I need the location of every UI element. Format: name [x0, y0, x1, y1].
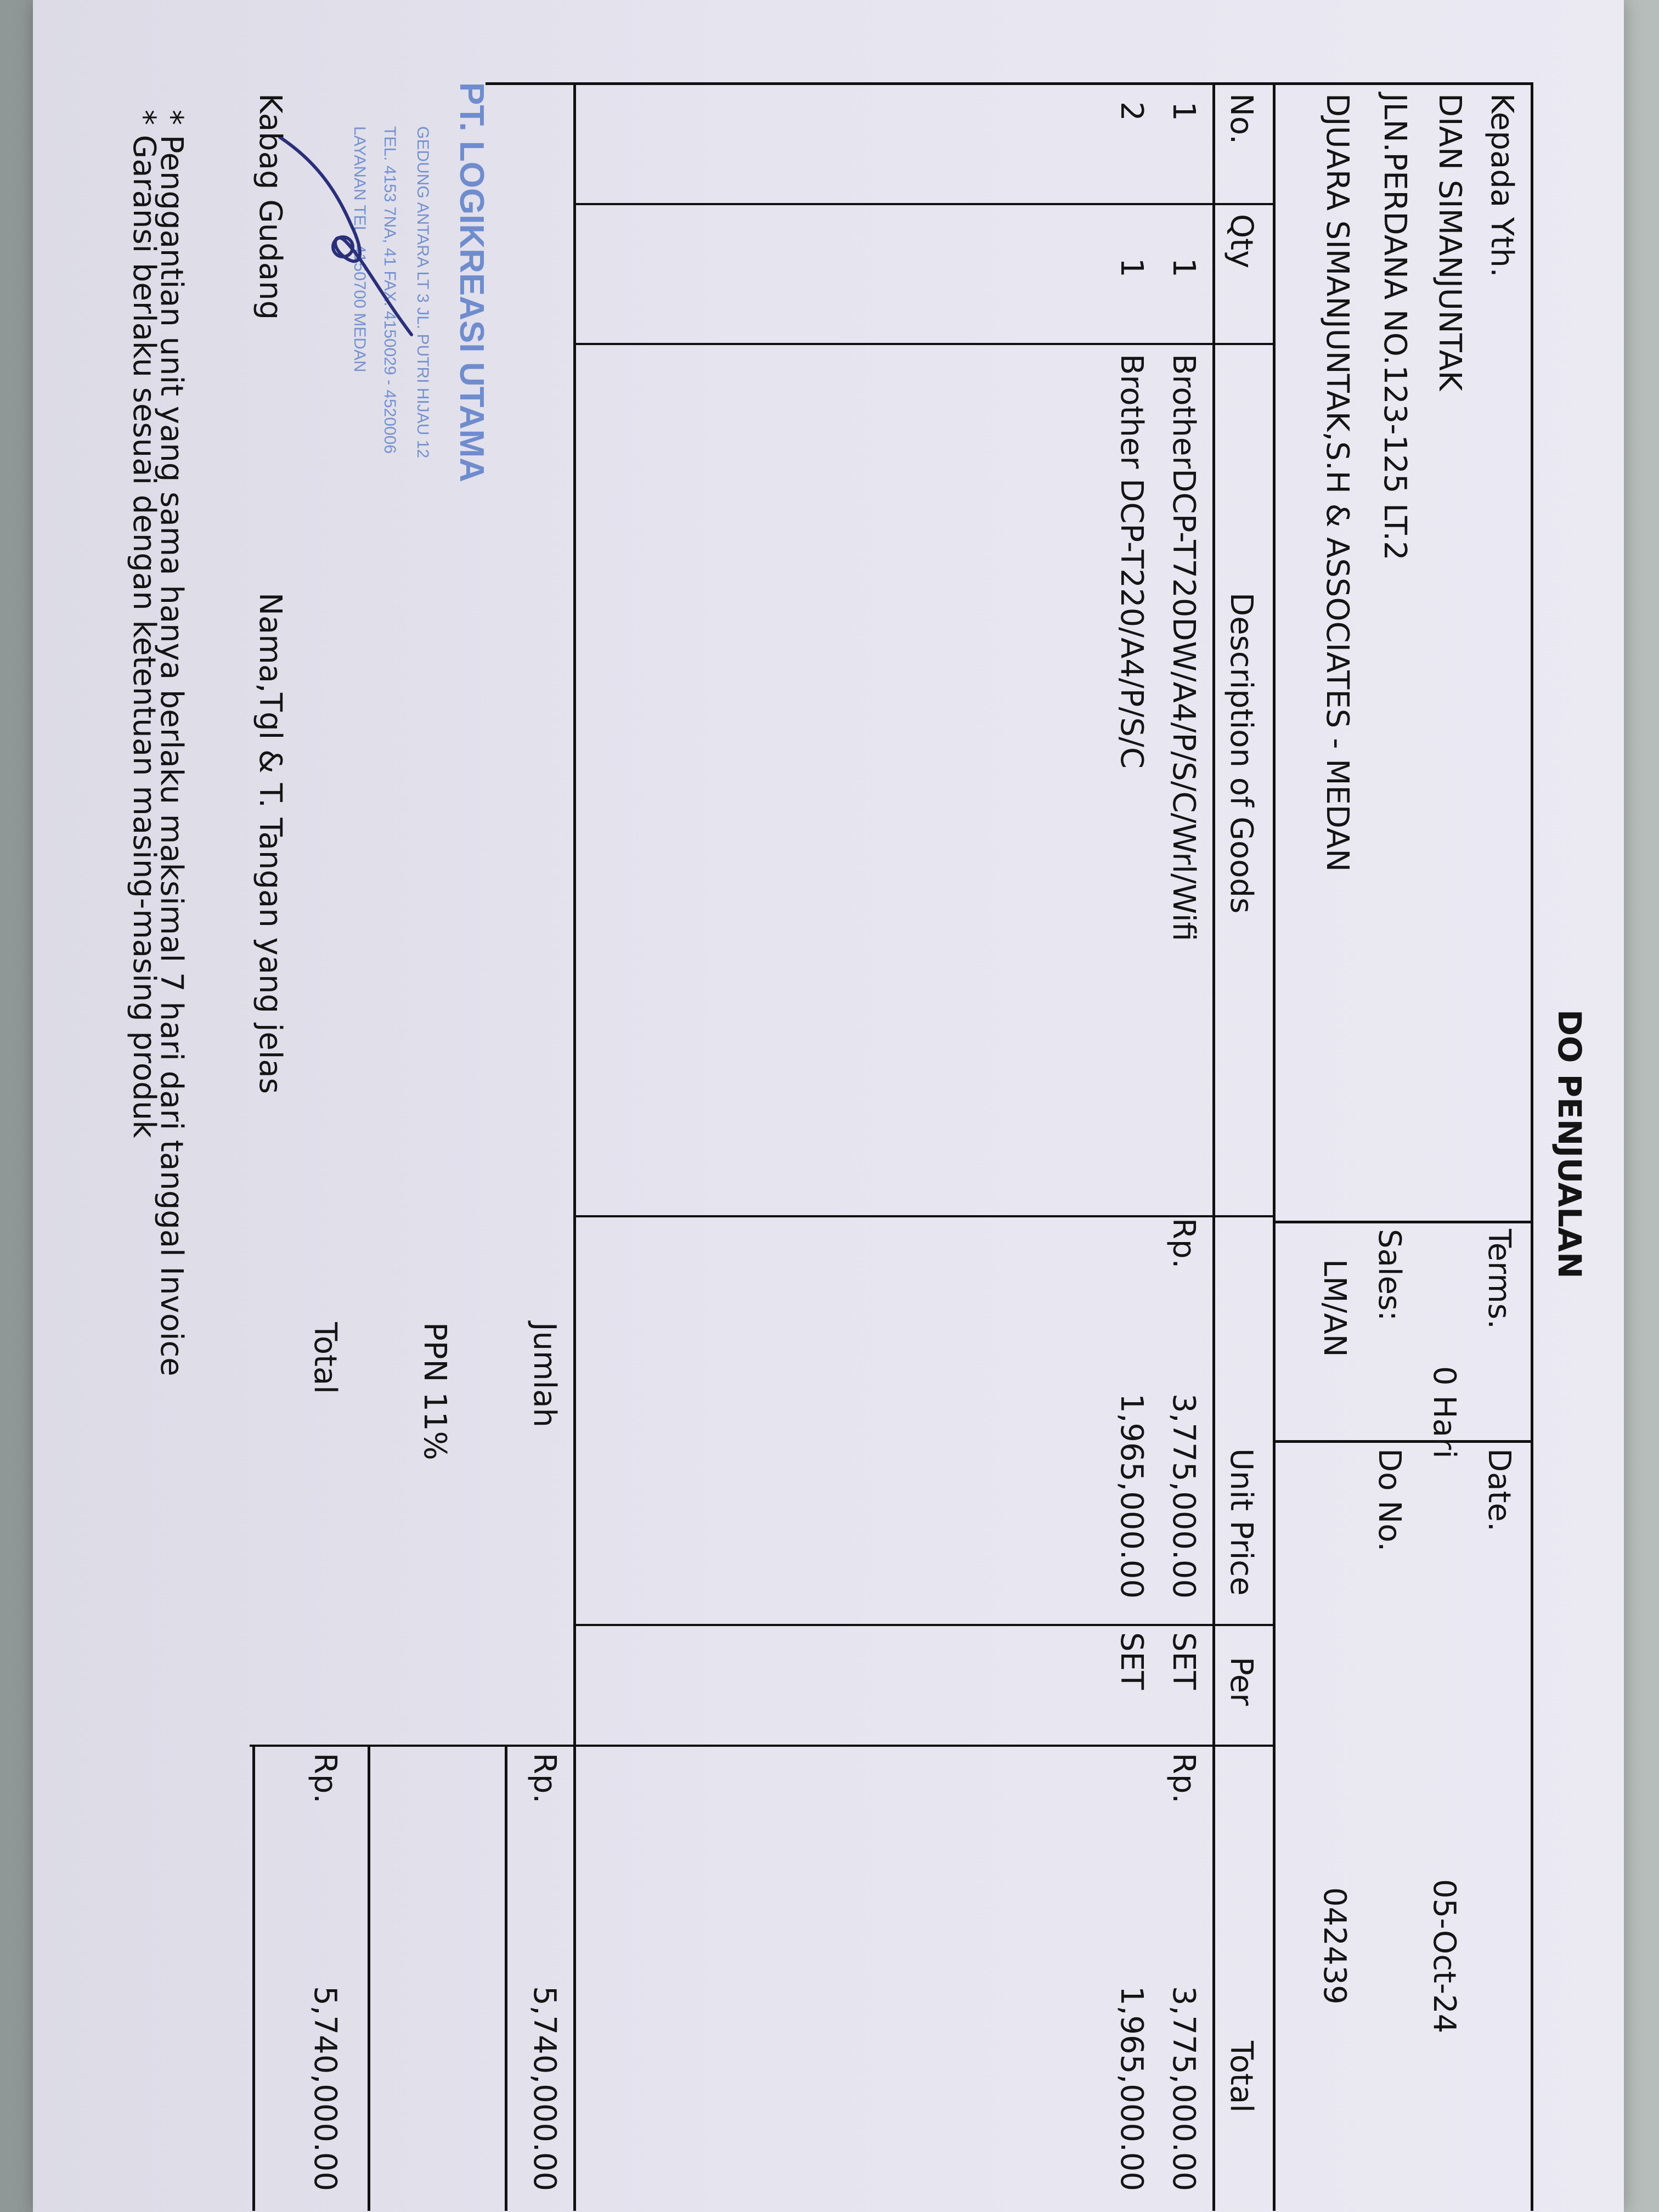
sales-label: Sales:: [1372, 1229, 1407, 1321]
footer-note-2: * Garansi berlaku sesuai dengan ketentuan masing-masing produk: [126, 110, 162, 1138]
total-value: 5,740,000.00: [307, 1986, 343, 2192]
table-top-line: [1273, 82, 1276, 2211]
row-2-no: 2: [1114, 101, 1149, 121]
date-value: 05-Oct-24: [1426, 1879, 1462, 2034]
footer-note-1: * Penggantian unit yang sama hanya berlaku maksimal 7 hari dari tanggal Invoice: [154, 110, 189, 1376]
row-2-total: 1,965,000.00: [1114, 1986, 1149, 2192]
stamp-company: PT. LOGIKREASI UTAMA: [453, 82, 490, 483]
row-2-per: SET: [1114, 1632, 1149, 1690]
recipient-name: DIAN SIMANJUNTAK: [1432, 93, 1468, 391]
header-per: Per: [1223, 1657, 1259, 1706]
frame-left-line: [486, 82, 1533, 85]
ppn-label: PPN 11%: [417, 1322, 453, 1460]
terms-value: 0 Hari: [1426, 1366, 1462, 1459]
col-divider-no: [576, 203, 1276, 205]
summary-line-jumlah: [505, 1745, 507, 2211]
frame-terms-divider: [1276, 1221, 1533, 1223]
row-1-total-currency: Rp.: [1166, 1753, 1201, 1804]
col-divider-qty: [576, 343, 1276, 345]
salutation-text: Kepada Yth.: [1484, 93, 1520, 278]
summary-line-ppn: [368, 1745, 370, 2211]
summary-line-total: [252, 1745, 255, 2211]
row-2-qty: 1: [1114, 258, 1149, 278]
table-bottom-line: [573, 82, 576, 2211]
col-divider-per: [250, 1745, 1276, 1747]
jumlah-label: Jumlah: [527, 1322, 562, 1427]
col-divider-unit: [576, 1624, 1276, 1626]
dono-value: 042439: [1317, 1887, 1352, 2005]
row-1-no: 1: [1166, 101, 1201, 121]
row-2-unit-price: 1,965,000.00: [1114, 1393, 1149, 1599]
col-divider-desc: [576, 1215, 1276, 1217]
dono-label: Do No.: [1372, 1448, 1407, 1552]
total-label: Total: [307, 1322, 343, 1394]
stamp-line-1: GEDUNG ANTARA LT 3 JL. PUTRI HIJAU 12: [414, 126, 432, 459]
sales-value: LM/AN: [1317, 1259, 1352, 1357]
row-1-currency: Rp.: [1166, 1218, 1201, 1269]
total-currency: Rp.: [307, 1753, 343, 1804]
header-unit-price: Unit Price: [1223, 1448, 1259, 1596]
paper-sheet: [33, 0, 1624, 2212]
document-title: DO PENJUALAN: [1551, 1009, 1588, 1279]
table-header-line: [1212, 82, 1215, 2211]
warehouse-label: Kabag Gudang: [252, 93, 288, 320]
delivery-order-document: [33, 0, 1657, 2212]
recipient-address: JLN.PERDANA NO.123-125 LT.2: [1377, 93, 1413, 561]
stamp-line-3: LAYANAN TEL. 4150700 MEDAN: [351, 126, 369, 373]
header-description: Description of Goods: [1223, 592, 1259, 914]
terms-label: Terms.: [1481, 1229, 1517, 1329]
jumlah-currency: Rp.: [527, 1753, 562, 1804]
row-2-description: Brother DCP-T220/A4/P/S/C: [1114, 354, 1149, 769]
frame-date-divider: [1276, 1440, 1533, 1443]
row-1-qty: 1: [1166, 258, 1201, 278]
stamp-line-2: TEL. 4153 7NA, 41 FAX. 4150029 - 4520006: [381, 126, 399, 454]
recipient-company: DJUARA SIMANJUNTAK,S.H & ASSOCIATES - MEDAN: [1319, 93, 1355, 872]
header-total: Total: [1223, 2041, 1259, 2113]
row-1-description: BrotherDCP-T720DW/A4/P/S/C/Wrl/Wifi: [1166, 354, 1201, 941]
signature-note: Nama,Tgl & T. Tangan yang jelas: [252, 592, 288, 1094]
header-no: No.: [1223, 93, 1259, 144]
row-1-unit-price: 3,775,000.00: [1166, 1393, 1201, 1599]
frame-top-line: [1531, 82, 1533, 2211]
row-1-per: SET: [1166, 1632, 1201, 1690]
header-qty: Qty: [1223, 214, 1259, 269]
date-label: Date.: [1481, 1448, 1517, 1532]
row-1-total: 3,775,000.00: [1166, 1986, 1201, 2192]
jumlah-value: 5,740,000.00: [527, 1986, 562, 2192]
